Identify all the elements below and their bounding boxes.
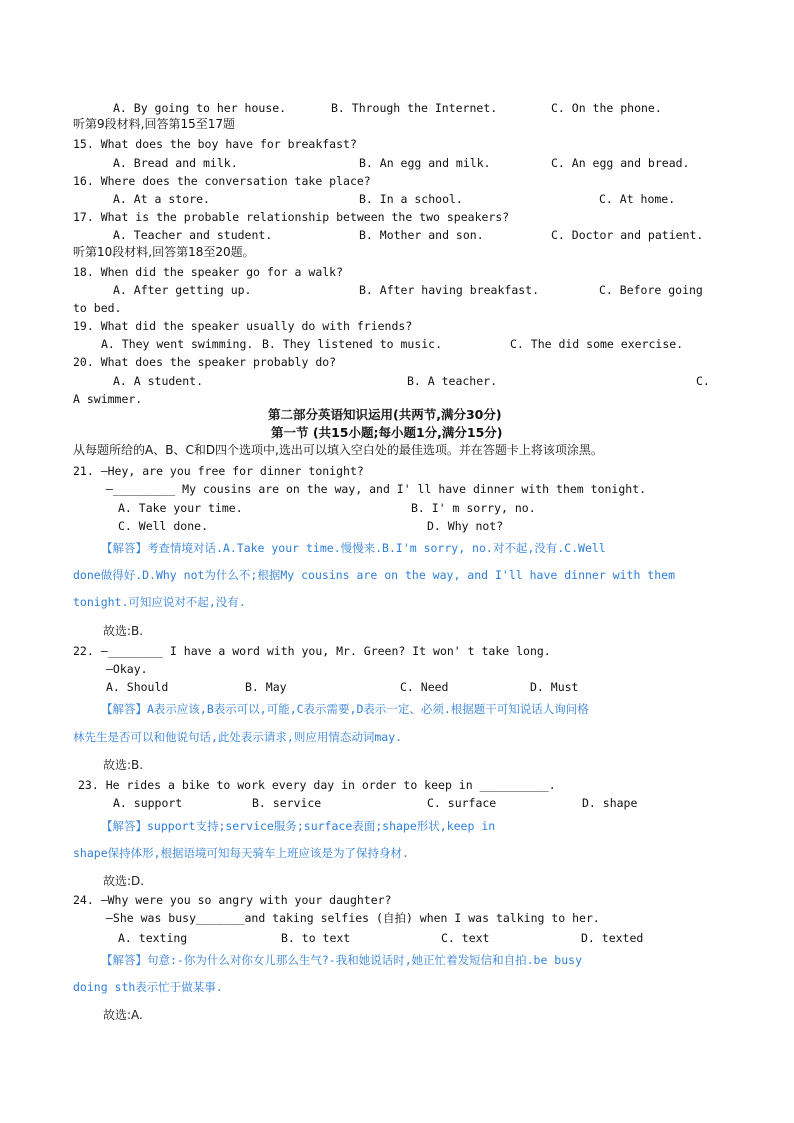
q21-option-a: A. Take your time. [118, 501, 243, 515]
q22-line2: —Okay. [106, 662, 148, 676]
q21-analysis-line1: 【解答】考查情境对话.A.Take your time.慢慢来.B.I'm sorry, no.对不起,没有.C.Well [101, 541, 606, 555]
q16-option-a: A. At a store. [113, 192, 210, 206]
q21-option-c: C. Well done. [118, 519, 209, 533]
q23-option-b: B. service [252, 796, 322, 810]
q14-option-b: B. Through the Internet. [331, 101, 498, 115]
q23-option-d: D. shape [582, 796, 638, 810]
q20-option-c-cont: A swimmer. [73, 392, 143, 406]
section1-title: 第一节 (共15小题;每小题1分,满分15分) [271, 425, 503, 440]
q24-analysis-line2: doing sth表示忙于做某事. [73, 980, 223, 994]
q15-stem: 15. What does the boy have for breakfast? [73, 137, 357, 151]
q18-option-c-cont: to bed. [73, 301, 122, 315]
q14-option-c: C. On the phone. [551, 101, 662, 115]
q22-line1: 22. —________ I have a word with you, Mr. Green? It won' t take long. [73, 644, 551, 658]
q22-answer: 故选:B. [103, 758, 144, 772]
q23-answer: 故选:D. [103, 874, 145, 888]
q20-option-b: B. A teacher. [407, 374, 498, 388]
q20-option-c: C. [696, 374, 710, 388]
q22-option-c: C. Need [400, 680, 449, 694]
q18-option-a: A. After getting up. [113, 283, 252, 297]
q21-option-b: B. I' m sorry, no. [411, 501, 536, 515]
q17-option-b: B. Mother and son. [359, 228, 484, 242]
q23-analysis-line1: 【解答】support支持;service服务;surface表面;shape形状,keep in [101, 819, 496, 833]
q23-option-a: A. support [113, 796, 183, 810]
q23-option-c: C. surface [427, 796, 497, 810]
q20-option-a: A. A student. [113, 374, 204, 388]
q16-option-b: B. In a school. [359, 192, 463, 206]
q24-answer: 故选:A. [103, 1008, 143, 1022]
q15-option-b: B. An egg and milk. [359, 156, 491, 170]
q15-option-a: A. Bread and milk. [113, 156, 238, 170]
q19-option-c: C. The did some exercise. [510, 337, 684, 351]
q18-option-b: B. After having breakfast. [359, 283, 540, 297]
q15-option-c: C. An egg and bread. [551, 156, 690, 170]
q21-analysis-line2: done做得好.D.Why not为什么不;根据My cousins are on the way, and I'll have dinner with them [73, 568, 675, 582]
q24-option-a: A. texting [118, 931, 188, 945]
q24-line2: —She was busy_______and taking selfies (自拍) when I was talking to her. [106, 911, 600, 925]
q17-stem: 17. What is the probable relationship between the two speakers? [73, 210, 510, 224]
q18-stem: 18. When did the speaker go for a walk? [73, 265, 344, 279]
q19-stem: 19. What did the speaker usually do with friends? [73, 319, 413, 333]
q23-line1: 23. He rides a bike to work every day in order to keep in __________. [78, 778, 556, 792]
q22-analysis-line1: 【解答】A表示应该,B表示可以,可能,C表示需要,D表示一定、必须.根据题干可知说话人询问格 [101, 702, 589, 716]
q24-option-b: B. to text [281, 931, 351, 945]
q24-option-d: D. texted [581, 931, 644, 945]
q21-option-d: D. Why not? [427, 519, 504, 533]
q16-option-c: C. At home. [599, 192, 676, 206]
q14-option-a: A. By going to her house. [113, 101, 287, 115]
section-instructions: 从每题所给的A、B、C和D四个选项中,选出可以填入空白处的最佳选项。并在答题卡上将该项涂黑。 [73, 443, 603, 457]
q18-option-c: C. Before going [599, 283, 703, 297]
q20-stem: 20. What does the speaker probably do? [73, 355, 337, 369]
q21-line2: —_________ My cousins are on the way, and I' ll have dinner with them tonight. [106, 482, 647, 496]
q17-option-a: A. Teacher and student. [113, 228, 273, 242]
q22-option-a: A. Should [106, 680, 169, 694]
q17-option-c: C. Doctor and patient. [551, 228, 704, 242]
q19-option-b: B. They listened to music. [262, 337, 443, 351]
q23-analysis-line2: shape保持体形,根据语境可知每天骑车上班应该是为了保持身材. [73, 846, 409, 860]
q24-line1: 24. —Why were you so angry with your daughter? [73, 893, 392, 907]
q22-option-d: D. Must [530, 680, 579, 694]
listen-instruction-9: 听第9段材料,回答第15至17题 [73, 117, 235, 131]
q21-answer: 故选:B. [103, 624, 144, 638]
q24-option-c: C. text [441, 931, 490, 945]
q16-stem: 16. Where does the conversation take place? [73, 174, 371, 188]
listen-instruction-10: 听第10段材料,回答第18至20题。 [73, 245, 255, 259]
q22-analysis-line2: 林先生是否可以和他说句话,此处表示请求,则应用情态动词may. [73, 730, 403, 744]
q21-line1: 21. —Hey, are you free for dinner tonight? [73, 464, 364, 478]
q21-analysis-line3: tonight.可知应说对不起,没有. [73, 595, 246, 609]
q19-option-a: A. They went swimming. [101, 337, 254, 351]
part2-title: 第二部分英语知识运用(共两节,满分30分) [268, 407, 502, 422]
q24-analysis-line1: 【解答】句意:-你为什么对你女儿那么生气?-我和她说话时,她正忙着发短信和自拍.be busy [101, 953, 583, 967]
q22-option-b: B. May [245, 680, 287, 694]
